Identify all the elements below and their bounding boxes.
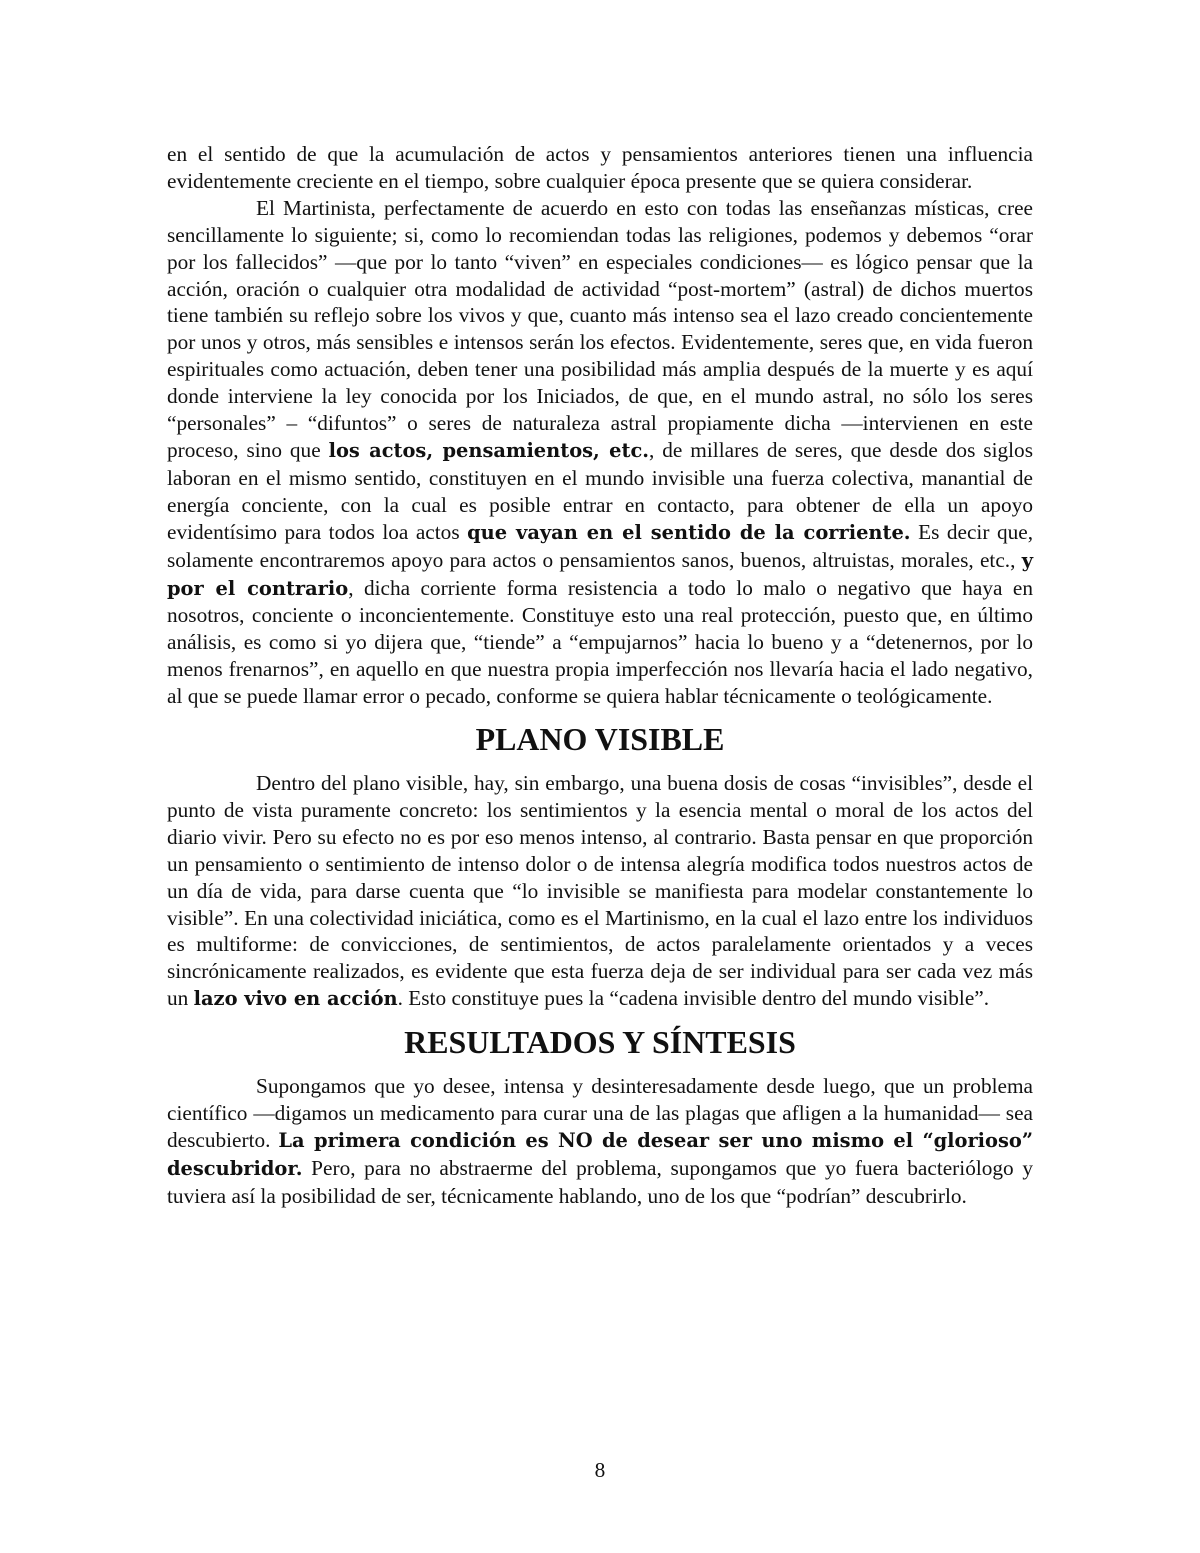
- paragraph-resultados: [167, 1073, 1033, 1210]
- section-heading-plano-visible: PLANO VISIBLE: [475, 722, 725, 758]
- paragraph-text: . Esto constituye pues la “cadena invisible dentro del mundo visible”.: [397, 986, 990, 1011]
- paragraph-text: El Martinista, perfectamente de acuerdo en esto con todas las enseñanzas místicas, cree sencillamente lo siguiente; si, como lo recomiendan todas las religiones, podemos y debemos “orar por los fallecidos” —que por lo tanto “viven” en especiales condiciones— es lógico pensar que la acción, oración o cualquier otra modalidad de actividad “post-mortem” (astral) de dichos muertos tiene también su reflejo sobre los vivos y que, cuanto más intenso sea el lazo creado concientemente por unos y otros, más sensibles e intensos serán los efectos. Evidentemente, seres que, en vida fueron espirituales como actuación, deben tener una posibilidad más amplia después de la muerte y es aquí donde interviene la ley conocida por los Iniciados, de que, en el mundo astral, no sólo los seres “personales” – “difuntos” o seres de naturaleza astral propiamente dicha —intervienen en este proceso, sino que: [167, 195, 1033, 462]
- paragraph-text: Pero, para no abstraerme del problema, supongamos que yo fuera bacteriólogo y tuviera así la posibilidad de ser, técnicamente hablando, uno de los que “podrían” descubrirlo.: [167, 1155, 1033, 1208]
- page-number: 8: [594, 1458, 606, 1482]
- document-page: [167, 141, 1033, 1210]
- bold-phrase: los actos, pensamientos, etc.: [328, 438, 650, 462]
- bold-phrase: La primera condición es NO de desear ser uno mismo el “glorioso” descubridor.: [167, 1129, 1033, 1180]
- paragraph-text: , de millares de seres, que desde dos siglos laboran en el mismo sentido, constituyen en el mundo invisible una fuerza colectiva, manantial de energía conciente, con la cual es posible entrar en contacto, para obtener de ella un apoyo evidentísimo para todos loa actos: [167, 437, 1033, 544]
- paragraph-text: , dicha corriente forma resistencia a todo lo malo o negativo que haya en nosotros, conciente o inconcientemente. Constituye esto una real protección, puesto que, en último análisis, es como si yo dijera que, “tiende” a “empujarnos” hacia lo bueno y a “detenernos, por lo menos frenarnos”, en aquello en que nuestra propia imperfección nos llevaría hacia el lado negativo, al que se puede llamar error o pecado, conforme se quiera hablar técnicamente o teológicamente.: [167, 575, 1033, 709]
- paragraph-text: Es decir que, solamente encontraremos apoyo para actos o pensamientos sanos, buenos, altruistas, morales, etc.,: [167, 519, 1034, 572]
- paragraph-text: Dentro del plano visible, hay, sin embargo, una buena dosis de cosas “invisibles”, desde el punto de vista puramente concreto: los sentimientos y la esencia mental o moral de los actos del diario vivir. Pero su efecto no es por eso menos intenso, al contrario. Basta pensar en que proporción un pensamiento o sentimiento de intenso dolor o de intensa alegría modifica todos nuestros actos de un día de vida, para darse cuenta que “lo invisible se manifiesta para modelar constantemente lo visible”. En una colectividad iniciática, como es el Martinismo, en la cual el lazo entre los individuos es multiforme: de convicciones, de sentimientos, de actos paralelamente orientados y a veces sincrónicamente realizados, es evidente que esta fuerza deja de ser individual para ser cada vez más un: [167, 771, 1033, 1011]
- section-heading-resultados: RESULTADOS Y SÍNTESIS: [404, 1025, 796, 1061]
- bold-phrase: que vayan en el sentido de la corriente.: [467, 520, 911, 544]
- bold-phrase: y por el contrario: [167, 548, 1033, 600]
- paragraph-continuation: [167, 141, 1033, 195]
- paragraph-martinista: [167, 195, 1033, 710]
- paragraph-plano-visible: [167, 770, 1033, 1013]
- bold-phrase: lazo vivo en acción: [193, 987, 398, 1011]
- paragraph-text: Supongamos que yo desee, intensa y desinteresadamente desde luego, que un problema científico —digamos un medicamento para curar una de las plagas que afligen a la humanidad— sea descubierto.: [167, 1074, 1033, 1152]
- paragraph-text: en el sentido de que la acumulación de actos y pensamientos anteriores tienen una influencia evidentemente creciente en el tiempo, sobre cualquier época presente que se quiera considerar.: [167, 142, 1033, 193]
